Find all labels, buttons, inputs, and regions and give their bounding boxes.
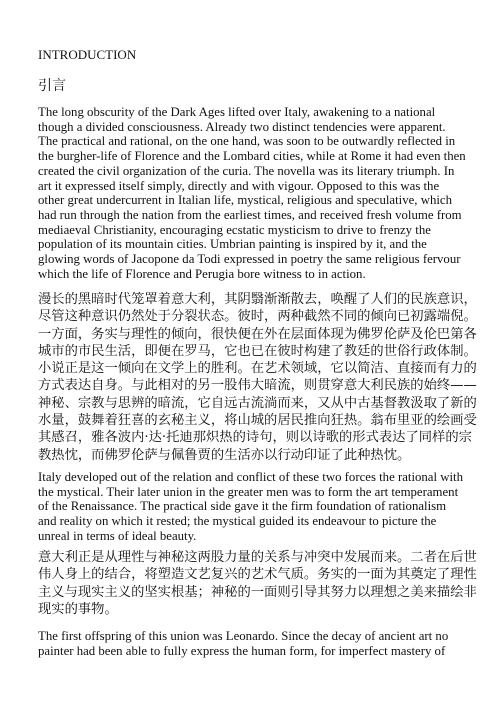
paragraph-2-chinese — [38, 549, 477, 618]
paragraph-1-chinese — [38, 291, 477, 464]
text-line: 意大利正是从理性与神秘这两股力量的关系与冲突中发展而来。二者在后世 — [38, 550, 477, 565]
text-line: 主义与现实主义的坚实根基；神秘的一面则引导其努力以理想之美来描绘非 — [38, 584, 477, 600]
text-line: The first offspring of this union was Leonardo. Since the decay of ancient art no — [38, 629, 449, 643]
text-line: 尽管这种意识仍然处于分裂状态。彼时，两种截然不同的倾向已初露端倪。 — [38, 309, 477, 325]
text-line: Italy developed out of the relation and conflict of these two forces the rational with — [38, 470, 463, 484]
text-line: 水量，鼓舞着狂喜的玄秘主义，将山城的居民推向狂热。翁布里亚的绘画受 — [38, 413, 477, 429]
text-line: unreal in terms of ideal beauty. — [38, 528, 197, 543]
text-line: 一方面，务实与理性的倾向，很快便在外在层面体现为佛罗伦萨及伦巴第各 — [38, 326, 477, 342]
text-line: other great undercurrent in Italian life, mystical, religious and speculative, which — [38, 193, 452, 208]
heading-chinese: 引言 — [38, 78, 66, 94]
text-line: the mystical. Their later union in the greater men was to form the art temperament — [38, 484, 459, 499]
heading-english: INTRODUCTION — [38, 47, 137, 62]
text-line: 伟人身上的结合，将塑造文艺复兴的艺术气质。务实的一面为其奠定了理性 — [38, 567, 477, 583]
text-line: 城市的市民生活，即便在罗马，它也已在彼时构建了教廷的世俗行政体制。 — [38, 343, 477, 359]
text-line: 其感召，雅各波内·达·托迪那炽热的诗句，则以诗歌的形式表达了同样的宗 — [38, 430, 472, 446]
text-line: 教热忱，而佛罗伦萨与佩鲁贾的生活亦以行动印证了此种热忱。 — [38, 447, 411, 463]
text-line: 现实的事物。 — [38, 601, 118, 617]
text-line: 漫长的黑暗时代笼罩着意大利，其阴翳渐渐散去，唤醒了人们的民族意识， — [38, 292, 477, 307]
text-line: 方式表达自身。与此相对的另一股伟大暗流，则贯穿意大利民族的始终—— — [38, 378, 477, 394]
text-line: which the life of Florence and Perugia bore witness to in action. — [38, 266, 366, 281]
text-line: though a divided consciousness. Already two distinct tendencies were apparent. — [38, 119, 446, 134]
text-line: art it expressed itself simply, directly and with vigour. Opposed to this was the — [38, 178, 440, 193]
text-line: of the Renaissance. The practical side gave it the firm foundation of rationalism — [38, 499, 447, 514]
paragraph-2-english — [38, 470, 470, 544]
text-line: painter had been able to fully express the human form, for imperfect mastery of — [38, 643, 446, 658]
text-line: glowing words of Jacopone da Todi expressed in poetry the same religious fervour — [38, 252, 461, 267]
text-line: 小说正是这一倾向在文学上的胜利。在艺术领域，它以简洁、直接而有力的 — [38, 361, 477, 377]
text-line: The long obscurity of the Dark Ages lifted over Italy, awakening to a national — [38, 105, 436, 119]
text-line: population of its mountain cities. Umbrian painting is inspired by it, and the — [38, 237, 427, 252]
paragraph-3-english — [38, 629, 470, 658]
text-line: the burgher-life of Florence and the Lombard cities, while at Rome it had even then — [38, 149, 466, 164]
text-line: The practical and rational, on the one hand, was soon to be outwardly reflected in — [38, 134, 456, 149]
paragraph-1-english — [38, 105, 470, 281]
text-line: had run through the nation from the earliest times, and received fresh volume from — [38, 207, 462, 222]
text-line: mediaeval Christianity, encouraging ecstatic mysticism to drive to frenzy the — [38, 222, 431, 237]
text-line: and reality on which it rested; the mystical guided its endeavour to picture the — [38, 514, 437, 529]
text-line: 神秘、宗教与思辨的暗流，它自远古流淌而来，又从中古基督教汲取了新的 — [38, 395, 477, 411]
text-line: created the civil organization of the curia. The novella was its literary triumph. In — [38, 163, 455, 178]
